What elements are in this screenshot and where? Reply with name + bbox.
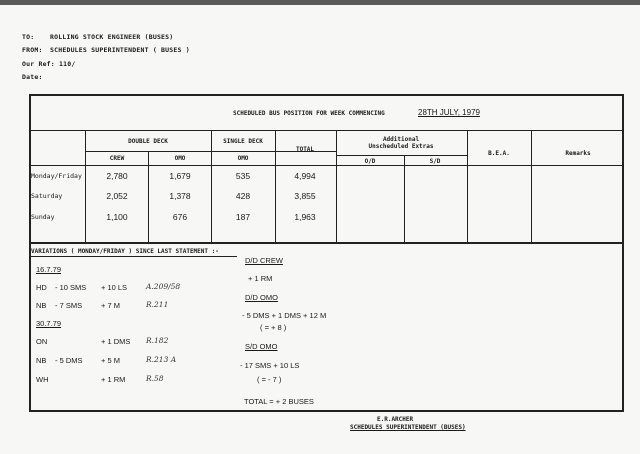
variations-heading: VARIATIONS ( MONDAY/FRIDAY ) SINCE LAST STATEMENT :- [31, 248, 219, 255]
memo-date: Date: [22, 73, 43, 81]
cell-omo-dd: 1,679 [169, 171, 191, 181]
cell-crew: 2,780 [106, 171, 128, 181]
handwritten-ref: R.213 A [146, 355, 177, 364]
variation-date: 16.7.79 [36, 265, 62, 274]
variation-plus: + 1 DMS [101, 337, 131, 346]
rule [211, 130, 212, 242]
week-date: 28TH JULY, 1979 [418, 108, 480, 117]
row-day: Sunday [31, 213, 55, 221]
row-day: Saturday [31, 192, 63, 200]
header-omo-dd: OMO [174, 155, 186, 162]
summary-dd-crew-value: + 1 RM [248, 274, 273, 283]
cell-omo-sd: 535 [235, 171, 251, 181]
header-od: O/D [364, 158, 376, 165]
cell-total: 3,855 [294, 191, 316, 201]
summary-sd-omo: S/D OMO [245, 342, 278, 351]
summary-dd-omo: D/D OMO [245, 293, 278, 302]
rule [336, 130, 337, 242]
variation-plus: + 7 M [101, 301, 120, 310]
variation-change: - 5 DMS [55, 356, 83, 365]
variation-change: - 10 SMS [55, 283, 87, 292]
variation-code: HD [36, 283, 47, 292]
variation-change: - 7 SMS [55, 301, 83, 310]
variation-code: NB [36, 356, 47, 365]
rule [531, 130, 532, 242]
rule [404, 155, 405, 242]
rule [29, 130, 624, 131]
variation-plus: + 1 RM [101, 375, 126, 384]
variation-code: NB [36, 301, 47, 310]
header-sd: S/D [429, 158, 441, 165]
handwritten-ref: R.182 [146, 336, 169, 345]
summary-sd-omo-net: ( = - 7 ) [257, 375, 282, 384]
handwritten-ref: R.211 [146, 300, 169, 309]
memo-from: FROM: SCHEDULES SUPERINTENDENT ( BUSES ) [22, 46, 190, 54]
scan-edge [0, 0, 640, 5]
memo-ref: Our Ref: 110/ [22, 60, 76, 68]
signature-title: SCHEDULES SUPERINTENDENT (BUSES) [350, 424, 466, 431]
table-title: SCHEDULED BUS POSITION FOR WEEK COMMENCING [233, 110, 385, 117]
rule [29, 242, 624, 244]
rule [29, 256, 237, 257]
summary-dd-crew: D/D CREW [245, 256, 283, 265]
variation-code: ON [36, 337, 48, 346]
header-crew: CREW [109, 155, 125, 162]
header-remarks: Remarks [565, 150, 591, 157]
variation-date: 30.7.79 [36, 319, 62, 328]
variation-code: WH [36, 375, 49, 384]
cell-omo-dd: 1,378 [169, 191, 191, 201]
cell-total: 4,994 [294, 171, 316, 181]
row-day: Monday/Friday [31, 172, 82, 180]
cell-omo-dd: 676 [172, 212, 188, 222]
cell-crew: 2,052 [106, 191, 128, 201]
handwritten-ref: R.58 [146, 374, 164, 383]
header-unscheduled-extras: Unscheduled Extras [368, 143, 434, 150]
signature-name: E.R.ARCHER [377, 416, 414, 423]
header-bea: B.E.A. [488, 150, 510, 157]
handwritten-ref: A.209/58 [146, 282, 181, 291]
header-double-deck: DOUBLE DECK [128, 138, 168, 145]
variation-plus: + 10 LS [101, 283, 128, 292]
header-additional: Additional [382, 136, 420, 143]
header-omo-sd: OMO [237, 155, 249, 162]
summary-total: TOTAL = + 2 BUSES [244, 397, 314, 406]
cell-omo-sd: 187 [235, 212, 251, 222]
rule [85, 130, 86, 242]
cell-crew: 1,100 [106, 212, 128, 222]
cell-total: 1,963 [294, 212, 316, 222]
cell-omo-sd: 428 [235, 191, 251, 201]
summary-dd-omo-value: - 5 DMS + 1 DMS + 12 M [242, 311, 327, 320]
variation-plus: + 5 M [101, 356, 120, 365]
summary-dd-omo-net: ( = + 8 ) [260, 323, 287, 332]
summary-sd-omo-value: - 17 SMS + 10 LS [240, 361, 300, 370]
header-single-deck: SINGLE DECK [223, 138, 263, 145]
rule [148, 151, 149, 242]
rule [336, 155, 467, 156]
memo-to: TO: ROLLING STOCK ENGINEER (BUSES) [22, 33, 174, 41]
rule [467, 130, 468, 242]
header-total: TOTAL [295, 146, 315, 153]
rule [275, 130, 276, 242]
rule [29, 165, 624, 166]
